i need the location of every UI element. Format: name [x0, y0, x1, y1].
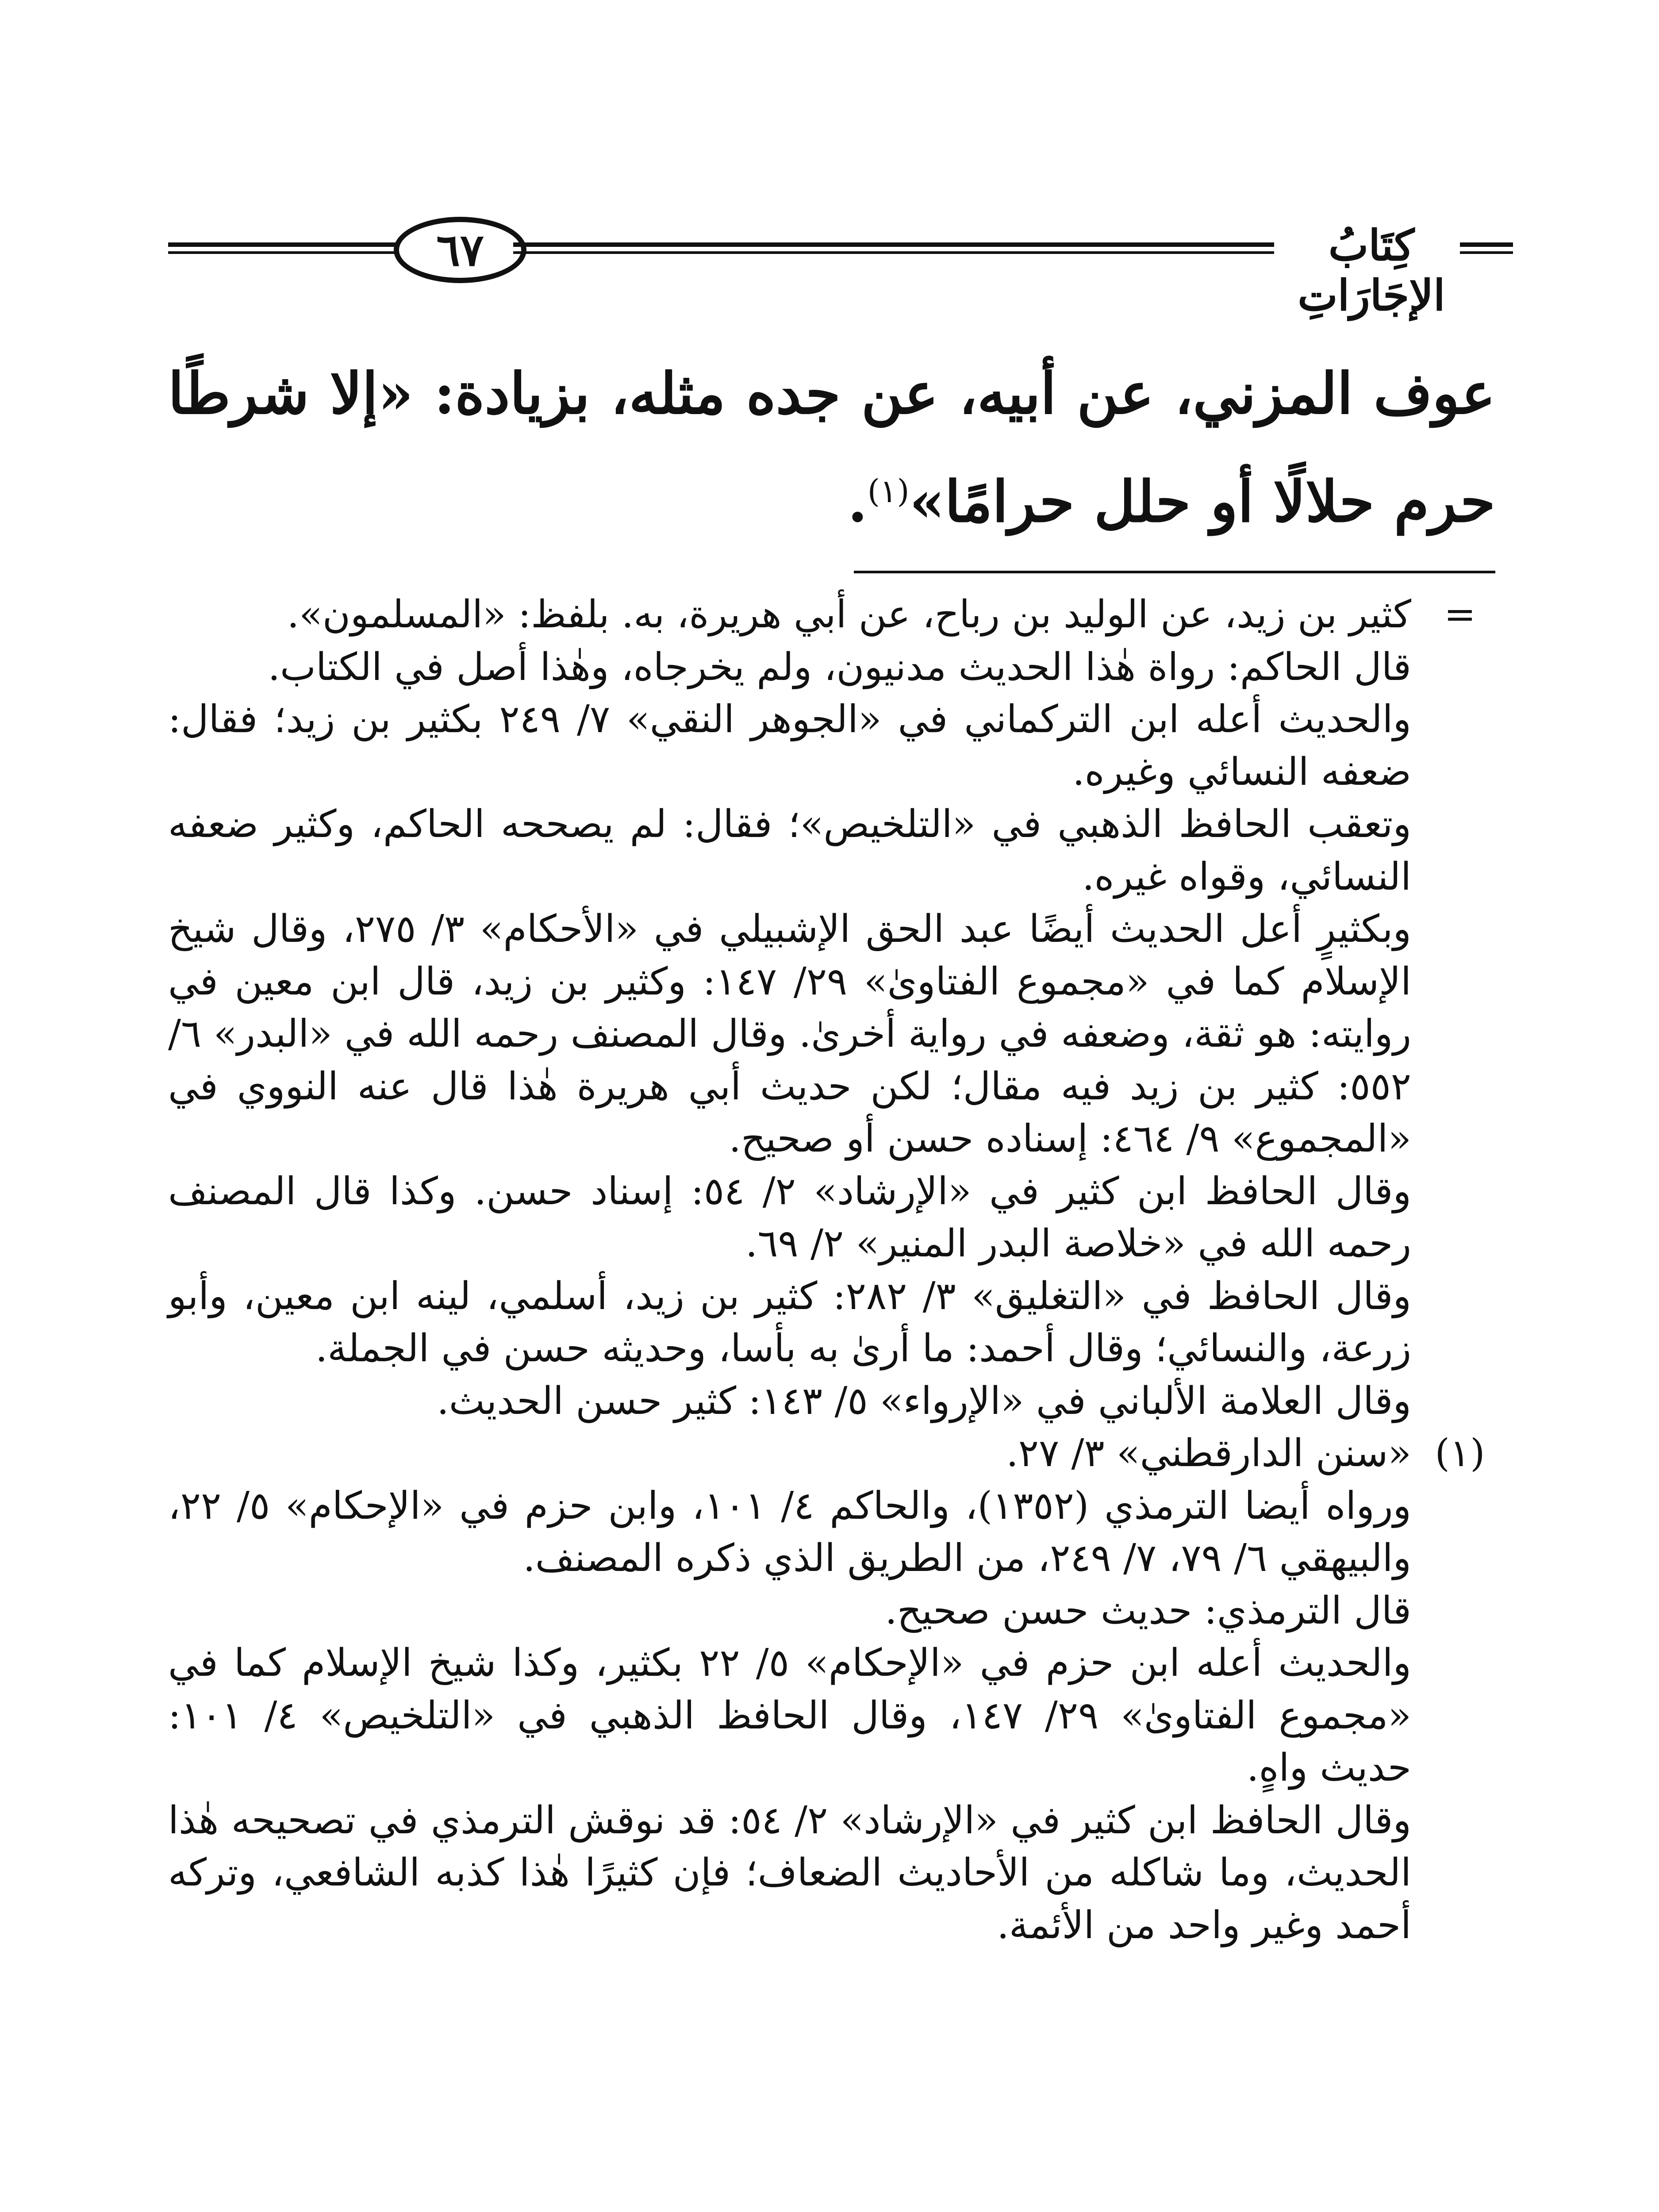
- footnote-reference: (١): [867, 472, 910, 510]
- footnote-paragraph: قال الترمذي: حديث حسن صحيح.: [885, 1588, 1411, 1633]
- footnotes-section: [168, 588, 1495, 1951]
- page-number-ornament: [394, 217, 526, 283]
- footnote-paragraph: والحديث أعله ابن التركماني في «الجوهر النقي» ٧/ ٢٤٩ بكثير بن زيد؛ فقال: ضعفه النسائي وغيره.: [168, 697, 1411, 794]
- main-paragraph: عوف المزني، عن أبيه، عن جده مثله، بزيادة: «إلا شرطًا حرم حلالًا أو حلل حرامًا»: [168, 361, 1495, 535]
- continuation-marker: =: [1444, 592, 1476, 637]
- footnote-paragraph: والحديث أعله ابن حزم في «الإحكام» ٥/ ٢٢ بكثير، وكذا شيخ الإسلام كما في «مجموع الفتاوىٰ» ٢٩/ ١٤٧، وقال الحافظ الذهبي في «التلخيص» ٤/ ١٠١: حديث واهٍ.: [168, 1641, 1412, 1790]
- page-header: [168, 217, 1495, 320]
- main-text: [168, 345, 1495, 551]
- header-rule-middle: [513, 242, 1274, 258]
- footnote-paragraph: «سنن الدارقطني» ٣/ ٢٧.: [1006, 1431, 1411, 1475]
- footnote-paragraph: وقال الحافظ ابن كثير في «الإرشاد» ٢/ ٥٤: إسناد حسن. وكذا قال المصنف رحمه الله في «خلاصة البدر المنير» ٢/ ٦٩.: [168, 1169, 1411, 1266]
- footnote-paragraph: كثير بن زيد، عن الوليد بن رباح، عن أبي هريرة، به. بلفظ: «المسلمون».: [287, 592, 1411, 637]
- footnote-paragraph: وقال الحافظ ابن كثير في «الإرشاد» ٢/ ٥٤: قد نوقش الترمذي في تصحيحه هٰذا الحديث، وما شاكله من الأحاديث الضعاف؛ فإن كثيرًا هٰذا كذبه الشافعي، وتركه أحمد وغير واحد من الأئمة.: [168, 1798, 1411, 1947]
- header-rule-right: [1460, 242, 1513, 258]
- footnote-separator: [854, 571, 1495, 573]
- footnote-paragraph: وقال العلامة الألباني في «الإرواء» ٥/ ١٤٣: كثير حسن الحديث.: [437, 1379, 1411, 1423]
- footnote-paragraph: وتعقب الحافظ الذهبي في «التلخيص»؛ فقال: لم يصححه الحاكم، وكثير ضعفه النسائي، وقواه غيره.: [168, 802, 1411, 899]
- footnote-1: [168, 1427, 1495, 1951]
- footnote-paragraph: وقال الحافظ في «التغليق» ٣/ ٢٨٢: كثير بن زيد، أسلمي، لينه ابن معين، وأبو زرعة، والنسائي؛ وقال أحمد: ما أرىٰ به بأسا، وحديثه حسن في الجملة.: [168, 1274, 1412, 1371]
- footnote-continuation: [168, 588, 1495, 1427]
- footnote-paragraph: وبكثيرٍ أعل الحديث أيضًا عبد الحق الإشبيلي في «الأحكام» ٣/ ٢٧٥، وقال شيخ الإسلام كما في «مجموع الفتاوىٰ» ٢٩/ ١٤٧: وكثير بن زيد، قال ابن معين في روايته: هو ثقة، وضعفه في رواية أخرىٰ. وقال المصنف رحمه الله في «البدر» ٦/ ٥٥٢: كثير بن زيد فيه مقال؛ لكن حديث أبي هريرة هٰذا قال عنه النووي في «المجموع» ٩/ ٤٦٤: إسناده حسن أو صحيح.: [168, 907, 1412, 1161]
- main-end-mark: .: [848, 469, 868, 535]
- footnote-paragraph: ورواه أيضا الترمذي (١٣٥٢)، والحاكم ٤/ ١٠١، وابن حزم في «الإحكام» ٥/ ٢٢، والبيهقي ٦/ ٧٩، ٧/ ٢٤٩، من الطريق الذي ذكره المصنف.: [168, 1483, 1412, 1580]
- running-title: كِتَابُ الإجَارَاتِ: [1298, 220, 1445, 320]
- footnote-1-marker: (١): [1435, 1431, 1485, 1475]
- header-rule-left: [168, 242, 398, 258]
- page-number: ٦٧: [436, 224, 484, 276]
- footnote-paragraph: قال الحاكم: رواة هٰذا الحديث مدنيون، ولم يخرجاه، وهٰذا أصل في الكتاب.: [268, 645, 1411, 689]
